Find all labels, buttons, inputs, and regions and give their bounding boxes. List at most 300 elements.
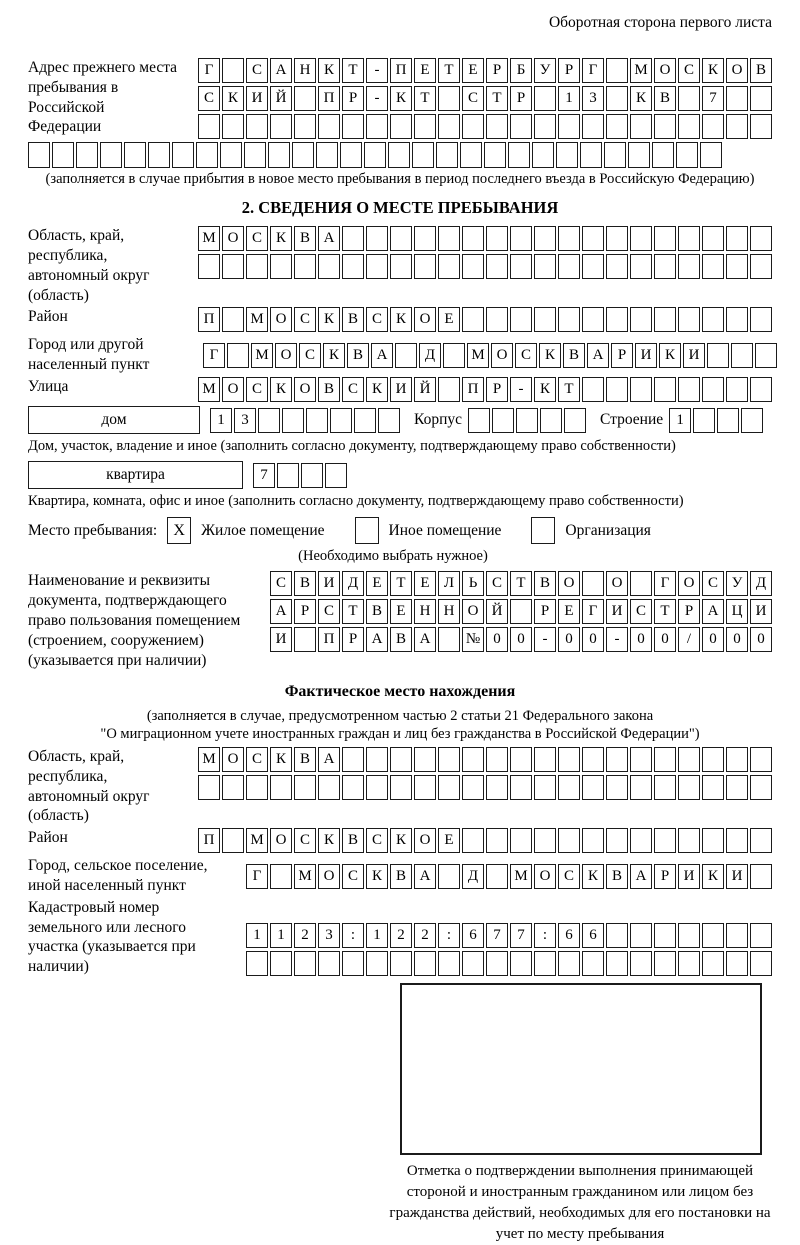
char-box[interactable]: - (510, 377, 532, 402)
char-box[interactable] (534, 951, 556, 976)
char-box[interactable]: М (198, 226, 220, 251)
char-box[interactable]: Е (366, 571, 388, 596)
char-box[interactable]: - (606, 627, 628, 652)
char-box[interactable] (534, 775, 556, 800)
char-box[interactable]: Н (294, 58, 316, 83)
char-box[interactable]: Ц (726, 599, 748, 624)
char-box[interactable]: А (414, 864, 436, 889)
char-box[interactable] (532, 142, 554, 168)
char-box[interactable] (630, 114, 652, 139)
char-box[interactable]: / (678, 627, 700, 652)
char-box[interactable] (654, 951, 676, 976)
char-box[interactable] (750, 775, 772, 800)
char-box[interactable] (76, 142, 98, 168)
char-box[interactable] (606, 86, 628, 111)
char-box[interactable] (270, 775, 292, 800)
char-box[interactable]: К (318, 58, 340, 83)
char-box[interactable]: О (491, 343, 513, 368)
char-box[interactable] (364, 142, 386, 168)
char-box[interactable]: 1 (558, 86, 580, 111)
char-box[interactable] (702, 254, 724, 279)
char-box[interactable]: Д (419, 343, 441, 368)
char-box[interactable] (390, 951, 412, 976)
char-box[interactable]: 6 (582, 923, 604, 948)
char-box[interactable]: 6 (558, 923, 580, 948)
char-box[interactable] (390, 254, 412, 279)
char-box[interactable]: В (534, 571, 556, 596)
char-box[interactable] (726, 226, 748, 251)
char-box[interactable] (630, 377, 652, 402)
char-box[interactable]: Т (486, 86, 508, 111)
char-box[interactable] (582, 226, 604, 251)
char-box[interactable]: Р (534, 599, 556, 624)
char-box[interactable] (198, 254, 220, 279)
char-box[interactable] (438, 377, 460, 402)
char-box[interactable] (340, 142, 362, 168)
char-box[interactable]: П (318, 86, 340, 111)
char-box[interactable]: 0 (726, 627, 748, 652)
char-box[interactable]: П (462, 377, 484, 402)
char-box[interactable] (510, 951, 532, 976)
char-box[interactable]: Р (486, 58, 508, 83)
char-box[interactable] (460, 142, 482, 168)
char-box[interactable] (462, 951, 484, 976)
char-box[interactable] (222, 254, 244, 279)
char-box[interactable] (534, 828, 556, 853)
char-box[interactable] (486, 747, 508, 772)
char-box[interactable] (693, 408, 715, 433)
char-box[interactable] (366, 226, 388, 251)
char-box[interactable]: С (515, 343, 537, 368)
char-box[interactable]: Г (654, 571, 676, 596)
char-box[interactable] (606, 923, 628, 948)
char-box[interactable] (678, 226, 700, 251)
char-box[interactable] (330, 408, 352, 433)
char-box[interactable] (366, 951, 388, 976)
char-box[interactable] (294, 951, 316, 976)
char-box[interactable]: О (270, 828, 292, 853)
char-box[interactable] (395, 343, 417, 368)
char-box[interactable] (606, 775, 628, 800)
char-box[interactable]: В (366, 599, 388, 624)
char-box[interactable] (366, 254, 388, 279)
char-box[interactable] (726, 828, 748, 853)
char-box[interactable]: П (390, 58, 412, 83)
char-box[interactable] (172, 142, 194, 168)
char-box[interactable]: В (318, 377, 340, 402)
char-box[interactable]: 0 (582, 627, 604, 652)
char-box[interactable] (558, 226, 580, 251)
char-box[interactable]: О (414, 307, 436, 332)
char-box[interactable] (292, 142, 314, 168)
char-box[interactable]: Й (270, 86, 292, 111)
char-box[interactable] (438, 775, 460, 800)
char-box[interactable] (630, 828, 652, 853)
char-box[interactable] (606, 747, 628, 772)
char-box[interactable]: А (702, 599, 724, 624)
char-box[interactable] (486, 254, 508, 279)
char-box[interactable]: О (275, 343, 297, 368)
char-box[interactable] (558, 307, 580, 332)
char-box[interactable]: 1 (270, 923, 292, 948)
char-box[interactable]: С (246, 58, 268, 83)
char-box[interactable] (438, 951, 460, 976)
char-box[interactable]: К (323, 343, 345, 368)
char-box[interactable]: А (270, 599, 292, 624)
char-box[interactable] (510, 226, 532, 251)
char-box[interactable]: С (299, 343, 321, 368)
char-box[interactable] (436, 142, 458, 168)
char-box[interactable]: О (654, 58, 676, 83)
char-box[interactable] (702, 775, 724, 800)
char-box[interactable] (412, 142, 434, 168)
char-box[interactable] (277, 463, 299, 488)
char-box[interactable] (558, 951, 580, 976)
char-box[interactable] (414, 254, 436, 279)
char-box[interactable] (510, 828, 532, 853)
char-box[interactable]: Р (510, 86, 532, 111)
char-box[interactable]: 2 (294, 923, 316, 948)
char-box[interactable] (510, 114, 532, 139)
char-box[interactable]: В (347, 343, 369, 368)
char-box[interactable] (630, 307, 652, 332)
char-box[interactable] (198, 114, 220, 139)
char-box[interactable]: К (318, 828, 340, 853)
char-box[interactable]: О (318, 864, 340, 889)
char-box[interactable]: - (366, 86, 388, 111)
char-box[interactable] (750, 254, 772, 279)
char-box[interactable] (678, 254, 700, 279)
char-box[interactable]: Г (203, 343, 225, 368)
char-box[interactable] (678, 923, 700, 948)
char-box[interactable] (534, 747, 556, 772)
char-box[interactable]: М (198, 747, 220, 772)
char-box[interactable]: Е (414, 58, 436, 83)
char-box[interactable] (100, 142, 122, 168)
char-box[interactable] (750, 377, 772, 402)
char-box[interactable]: С (342, 377, 364, 402)
char-box[interactable] (654, 226, 676, 251)
char-box[interactable] (462, 114, 484, 139)
char-box[interactable] (652, 142, 674, 168)
char-box[interactable]: К (702, 58, 724, 83)
char-box[interactable] (540, 408, 562, 433)
char-box[interactable]: Л (438, 571, 460, 596)
char-box[interactable] (294, 114, 316, 139)
char-box[interactable] (222, 114, 244, 139)
char-box[interactable]: К (366, 377, 388, 402)
char-box[interactable] (486, 114, 508, 139)
char-box[interactable] (630, 951, 652, 976)
char-box[interactable]: С (318, 599, 340, 624)
char-box[interactable]: Т (510, 571, 532, 596)
char-box[interactable] (654, 775, 676, 800)
char-box[interactable]: С (270, 571, 292, 596)
checkbox-residential[interactable]: X (167, 517, 191, 544)
char-box[interactable]: Т (438, 58, 460, 83)
char-box[interactable] (510, 775, 532, 800)
char-box[interactable]: И (390, 377, 412, 402)
char-box[interactable]: В (294, 571, 316, 596)
char-box[interactable] (702, 377, 724, 402)
char-box[interactable] (717, 408, 739, 433)
char-box[interactable]: В (750, 58, 772, 83)
char-box[interactable] (654, 114, 676, 139)
char-box[interactable] (246, 775, 268, 800)
char-box[interactable] (702, 114, 724, 139)
char-box[interactable] (750, 864, 772, 889)
char-box[interactable] (342, 226, 364, 251)
char-box[interactable] (726, 923, 748, 948)
char-box[interactable] (580, 142, 602, 168)
char-box[interactable]: С (246, 226, 268, 251)
char-box[interactable]: 0 (654, 627, 676, 652)
char-box[interactable] (510, 307, 532, 332)
char-box[interactable]: И (606, 599, 628, 624)
char-box[interactable] (227, 343, 249, 368)
char-box[interactable]: 7 (486, 923, 508, 948)
char-box[interactable]: 0 (750, 627, 772, 652)
char-box[interactable] (564, 408, 586, 433)
char-box[interactable] (606, 254, 628, 279)
char-box[interactable]: С (462, 86, 484, 111)
char-box[interactable]: Г (582, 58, 604, 83)
char-box[interactable] (342, 775, 364, 800)
char-box[interactable]: 1 (366, 923, 388, 948)
char-box[interactable]: Г (198, 58, 220, 83)
char-box[interactable]: О (558, 571, 580, 596)
char-box[interactable] (654, 923, 676, 948)
char-box[interactable] (294, 775, 316, 800)
char-box[interactable] (270, 951, 292, 976)
char-box[interactable]: К (390, 828, 412, 853)
char-box[interactable]: О (678, 571, 700, 596)
char-box[interactable] (510, 747, 532, 772)
char-box[interactable]: А (366, 627, 388, 652)
char-box[interactable] (268, 142, 290, 168)
char-box[interactable] (678, 951, 700, 976)
char-box[interactable]: Т (342, 599, 364, 624)
char-box[interactable] (222, 828, 244, 853)
char-box[interactable] (534, 86, 556, 111)
char-box[interactable] (582, 747, 604, 772)
char-box[interactable] (462, 254, 484, 279)
char-box[interactable] (582, 828, 604, 853)
char-box[interactable] (630, 254, 652, 279)
char-box[interactable]: И (726, 864, 748, 889)
char-box[interactable]: С (294, 307, 316, 332)
char-box[interactable] (486, 226, 508, 251)
char-box[interactable]: Е (558, 599, 580, 624)
char-box[interactable] (316, 142, 338, 168)
char-box[interactable]: Р (611, 343, 633, 368)
char-box[interactable]: И (318, 571, 340, 596)
char-box[interactable]: И (678, 864, 700, 889)
char-box[interactable] (750, 923, 772, 948)
char-box[interactable]: О (462, 599, 484, 624)
char-box[interactable]: 0 (630, 627, 652, 652)
char-box[interactable]: О (534, 864, 556, 889)
char-box[interactable]: № (462, 627, 484, 652)
char-box[interactable]: М (198, 377, 220, 402)
char-box[interactable]: А (318, 226, 340, 251)
char-box[interactable] (342, 114, 364, 139)
char-box[interactable]: С (366, 307, 388, 332)
char-box[interactable] (282, 408, 304, 433)
char-box[interactable]: А (270, 58, 292, 83)
char-box[interactable] (702, 923, 724, 948)
char-box[interactable]: К (270, 377, 292, 402)
char-box[interactable]: 3 (582, 86, 604, 111)
char-box[interactable]: В (654, 86, 676, 111)
char-box[interactable]: Е (390, 599, 412, 624)
char-box[interactable] (390, 747, 412, 772)
char-box[interactable]: В (606, 864, 628, 889)
char-box[interactable] (318, 254, 340, 279)
char-box[interactable] (438, 114, 460, 139)
char-box[interactable] (606, 951, 628, 976)
char-box[interactable] (342, 951, 364, 976)
char-box[interactable] (558, 254, 580, 279)
char-box[interactable]: 3 (318, 923, 340, 948)
char-box[interactable]: 7 (510, 923, 532, 948)
char-box[interactable] (755, 343, 777, 368)
char-box[interactable]: К (534, 377, 556, 402)
char-box[interactable]: К (702, 864, 724, 889)
char-box[interactable] (700, 142, 722, 168)
char-box[interactable] (438, 86, 460, 111)
char-box[interactable] (484, 142, 506, 168)
char-box[interactable] (534, 114, 556, 139)
char-box[interactable] (148, 142, 170, 168)
char-box[interactable]: : (534, 923, 556, 948)
char-box[interactable]: Д (342, 571, 364, 596)
char-box[interactable]: Р (294, 599, 316, 624)
char-box[interactable] (246, 254, 268, 279)
char-box[interactable] (486, 775, 508, 800)
char-box[interactable]: О (270, 307, 292, 332)
char-box[interactable]: А (414, 627, 436, 652)
char-box[interactable]: 7 (702, 86, 724, 111)
char-box[interactable]: К (582, 864, 604, 889)
char-box[interactable]: Т (414, 86, 436, 111)
char-box[interactable] (654, 254, 676, 279)
char-box[interactable] (414, 114, 436, 139)
char-box[interactable] (301, 463, 323, 488)
char-box[interactable]: - (534, 627, 556, 652)
char-box[interactable]: Н (438, 599, 460, 624)
char-box[interactable] (198, 775, 220, 800)
char-box[interactable]: Е (414, 571, 436, 596)
char-box[interactable] (222, 775, 244, 800)
char-box[interactable] (378, 408, 400, 433)
char-box[interactable] (654, 377, 676, 402)
char-box[interactable] (678, 377, 700, 402)
char-box[interactable]: О (222, 747, 244, 772)
char-box[interactable]: 1 (246, 923, 268, 948)
char-box[interactable] (414, 775, 436, 800)
char-box[interactable]: К (222, 86, 244, 111)
char-box[interactable] (438, 254, 460, 279)
char-box[interactable] (630, 747, 652, 772)
char-box[interactable] (388, 142, 410, 168)
char-box[interactable] (582, 307, 604, 332)
char-box[interactable]: М (510, 864, 532, 889)
char-box[interactable]: Г (246, 864, 268, 889)
char-box[interactable]: К (390, 86, 412, 111)
char-box[interactable] (676, 142, 698, 168)
char-box[interactable]: В (294, 226, 316, 251)
char-box[interactable]: Д (462, 864, 484, 889)
char-box[interactable] (414, 226, 436, 251)
char-box[interactable]: М (251, 343, 273, 368)
char-box[interactable]: О (414, 828, 436, 853)
char-box[interactable]: 0 (702, 627, 724, 652)
char-box[interactable] (438, 747, 460, 772)
char-box[interactable] (462, 828, 484, 853)
char-box[interactable] (294, 254, 316, 279)
char-box[interactable] (258, 408, 280, 433)
char-box[interactable]: С (342, 864, 364, 889)
char-box[interactable]: О (222, 226, 244, 251)
char-box[interactable] (486, 307, 508, 332)
char-box[interactable]: К (630, 86, 652, 111)
char-box[interactable] (366, 775, 388, 800)
char-box[interactable] (606, 114, 628, 139)
char-box[interactable] (750, 307, 772, 332)
char-box[interactable]: С (366, 828, 388, 853)
char-box[interactable]: Д (750, 571, 772, 596)
char-box[interactable] (606, 377, 628, 402)
char-box[interactable] (516, 408, 538, 433)
char-box[interactable] (318, 775, 340, 800)
char-box[interactable]: И (270, 627, 292, 652)
char-box[interactable] (582, 775, 604, 800)
char-box[interactable]: С (702, 571, 724, 596)
char-box[interactable] (726, 951, 748, 976)
char-box[interactable] (558, 775, 580, 800)
checkbox-organization[interactable] (531, 517, 555, 544)
char-box[interactable]: В (390, 864, 412, 889)
char-box[interactable]: С (630, 599, 652, 624)
char-box[interactable] (438, 226, 460, 251)
char-box[interactable]: А (318, 747, 340, 772)
char-box[interactable] (462, 307, 484, 332)
char-box[interactable]: 2 (390, 923, 412, 948)
char-box[interactable]: К (659, 343, 681, 368)
char-box[interactable] (702, 747, 724, 772)
char-box[interactable]: Е (462, 58, 484, 83)
char-box[interactable] (630, 775, 652, 800)
char-box[interactable] (508, 142, 530, 168)
char-box[interactable]: И (683, 343, 705, 368)
char-box[interactable] (702, 307, 724, 332)
checkbox-other-premises[interactable] (355, 517, 379, 544)
char-box[interactable]: К (270, 226, 292, 251)
char-box[interactable]: 6 (462, 923, 484, 948)
char-box[interactable]: С (678, 58, 700, 83)
char-box[interactable]: О (726, 58, 748, 83)
char-box[interactable]: Й (486, 599, 508, 624)
char-box[interactable] (750, 951, 772, 976)
char-box[interactable] (325, 463, 347, 488)
char-box[interactable] (582, 377, 604, 402)
char-box[interactable]: О (294, 377, 316, 402)
char-box[interactable] (318, 114, 340, 139)
char-box[interactable]: А (587, 343, 609, 368)
char-box[interactable]: Р (654, 864, 676, 889)
char-box[interactable]: В (342, 828, 364, 853)
